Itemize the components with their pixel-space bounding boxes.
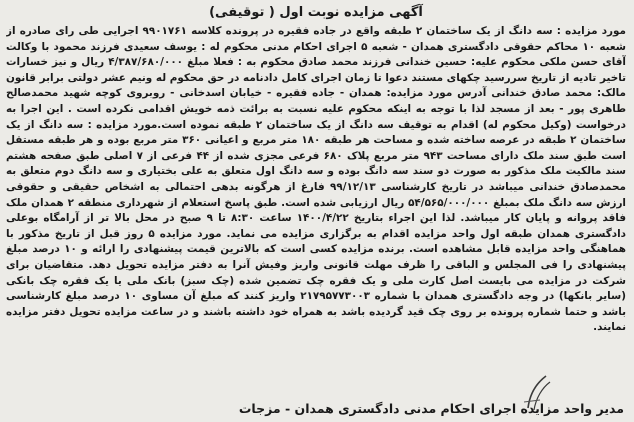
- notice-title: آگهی مزایده نوبت اول ( توقیفی): [209, 5, 423, 20]
- notice-signature: مدیر واحد مزایده اجرای احکام مدنی دادگستری همدان - مزجات: [238, 401, 624, 416]
- notice-body: مورد مزایده : سه دانگ از یک ساختمان ۲ طبقه واقع در جاده فقیره در پرونده کلاسه ۹۹۰۱۷۶۱ اجرایی طی رای صادره از شعبه ۱۰ محاکم حقوقی دادگستری همدان - شعبه ۵ اجرای احکام مدنی محکوم له : یوسف سعیدی فرزند محمود با وکالت آقای حسن ملکی محکوم علیه: حسین خندانی فرزند محمد صادق محکوم به : فعلا مبلغ ۴/۳۸۷/۶۸۰/۰۰۰ ریال و نیز خسارات تاخیر تادیه از تاریخ سررسید چکهای مستند دعوا تا زمان اجرای کامل دادنامه در حق محکوم له ونیم عشر دولتی برابر قانون مالک: محمد صادق خندانی آدرس مورد مزایده: همدان - جاده فقیره - خیابان اسدخانی - روبروی کوچه شهید محمدصالح طاهری پور - بعد از مسجد لذا با توجه به اینکه محکوم علیه نسبت به برائت ذمه خویش اقدامی نکرده است . این اجرا به درخواست (وکیل محکوم له) اقدام به توقیف سه دانگ از یک ساختمان ۲ طبقه نموده است.مورد مزایده : سه دانگ از یک ساختمان ۲ طبقه در عرصه ساخته شده و مساحت هر طبقه ۱۸۰ متر مربع و اعیانی ۳۶۰ متر مربع بوده و هر طبقه مستقل است طبق سند ملک دارای مساحت ۹۴۳ متر مربع پلاک ۶۸۰ فرعی مجزی شده از ۴۴ فرعی از ۷ اصلی طبق صفحه هشتم سند مالکیت ملک مذکور به صورت دو سند سه دانگ بوده و سه دانگ اول متعلق به علی بختیاری و سه دانگ دوم متعلق به محمدصادق خندانی میباشد در تاریخ کارشناسی ۹۹/۱۲/۱۳ فارغ از هرگونه بدهی احتمالی به اشخاص حقیقی و حقوقی ارزش سه دانگ ملک بمبلغ ۵۴/۵۶۵/۰۰۰/۰۰۰ ریال ارزیابی شده است. طبق پاسخ استعلام از شهرداری منطقه ۲ همدان ملک فاقد پروانه و پایان کار میباشد. لذا این اجراء بتاریخ ۱۴۰۰/۴/۲۲ ساعت ۸:۳۰ تا ۹ صبح در محل بالا تر از آرامگاه بوعلی دادگستری همدان طبقه اول واحد مزایده اقدام به برگزاری مزایده می نماید. مورد مزایده ۵ روز قبل از تاریخ مذکور با هماهنگی واحد مزایده قابل مشاهده است. برنده مزایده کسی است که بالاترین قیمت پیشنهادی را ارائه و ۱۰ درصد مبلغ پیشنهادی را فی المجلس و الباقی را ظرف مهلت قانونی واریز وفیش آنرا به دفتر مزایده تحویل دهد. متقاضیان برای شرکت در مزایده می بایست اصل کارت ملی و یک فقره چک تضمین شده (چک سبز) بانک ملی یا یک فقره چک بانکی (سایر بانکها) در وجه دادگستری همدان با شماره ۲۱۷۹۵۷۷۳۰۰۳ واریز کنند که مبلغ آن مساوی ۱۰ درصد مبلغ کارشناسی باشد و حتما شماره پرونده بر روی چک قید گردیده باشد به همراه خود داشته باشند و در ساعت مزایده تحویل دفتر مزایده نمایند.: [6, 25, 626, 334]
